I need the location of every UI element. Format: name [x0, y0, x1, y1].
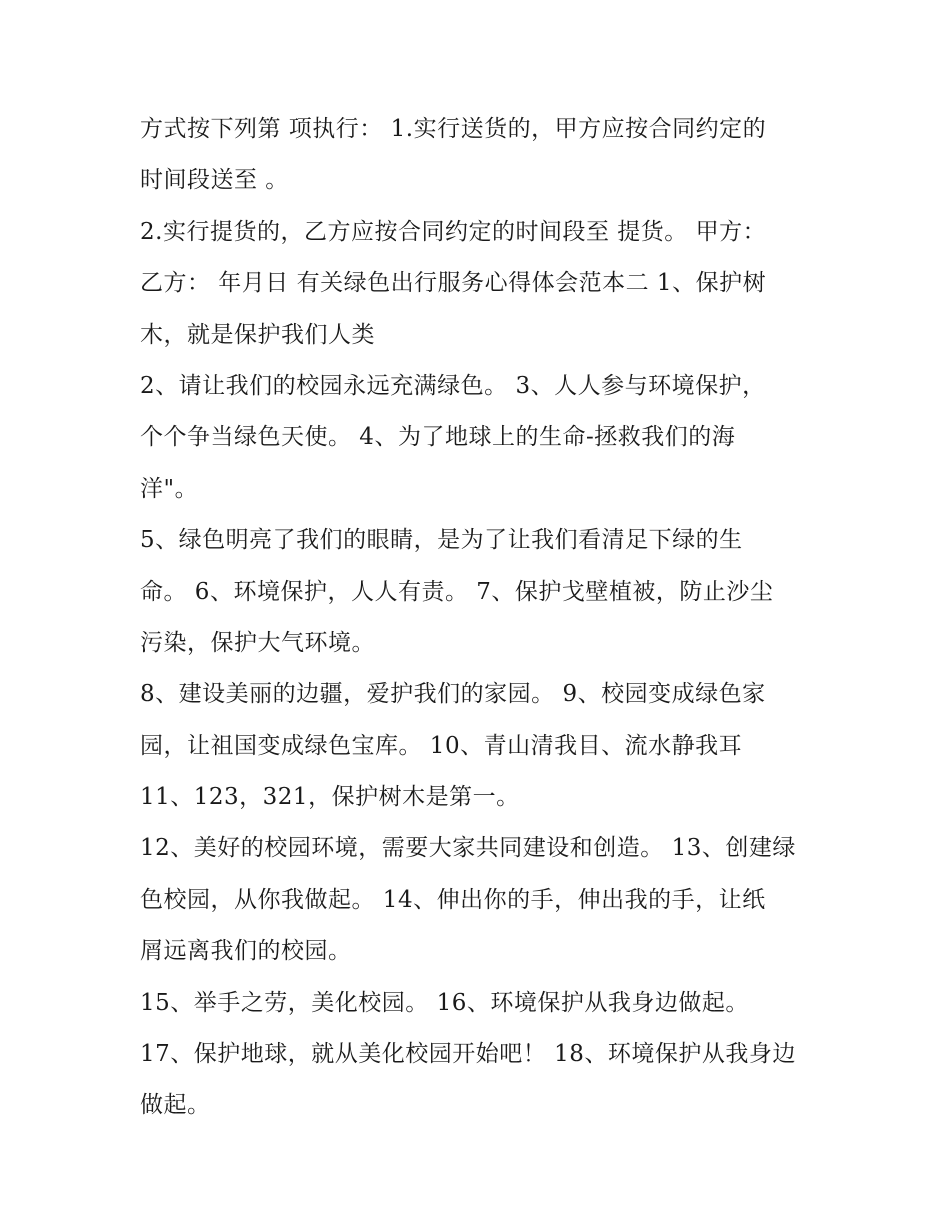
- text-line: 12、美好的校园环境，需要大家共同建设和创造。 13、创建绿: [140, 835, 796, 862]
- text-line: 个个争当绿色天使。 4、为了地球上的生命-拯救我们的海: [140, 424, 736, 451]
- text-line: 11、123，321，保护树木是第一。: [140, 784, 520, 811]
- text-line: 方式按下列第 项执行： 1.实行送货的，甲方应按合同约定的: [140, 116, 767, 142]
- text-line: 做起。: [140, 1092, 211, 1119]
- text-line: 8、建设美丽的边疆，爱护我们的家园。 9、校园变成绿色家: [140, 681, 766, 708]
- text-line: 园，让祖国变成绿色宝库。 10、青山清我目、流水静我耳: [140, 732, 743, 759]
- body-text: [140, 104, 830, 1132]
- text-line: 15、举手之劳，美化校园。 16、环境保护从我身边做起。: [140, 989, 749, 1016]
- text-line: 洋"。: [140, 475, 199, 502]
- text-line: 5、绿色明亮了我们的眼睛，是为了让我们看清足下绿的生: [140, 527, 743, 554]
- text-line: 木，就是保护我们人类: [140, 321, 375, 348]
- text-line: 17、保护地球，就从美化校园开始吧！ 18、环境保护从我身边: [140, 1041, 796, 1068]
- text-line: 命。 6、环境保护，人人有责。 7、保护戈壁植被，防止沙尘: [140, 578, 774, 605]
- text-line: 时间段送至 。: [140, 167, 289, 194]
- text-line: 污染，保护大气环境。: [140, 629, 375, 656]
- text-line: 乙方： 年月日 有关绿色出行服务心得体会范本二 1、保护树: [140, 270, 767, 297]
- text-line: 色校园，从你我做起。 14、伸出你的手，伸出我的手，让纸: [140, 886, 766, 913]
- text-line: 屑远离我们的校园。: [140, 938, 352, 965]
- text-line: 2.实行提货的，乙方应按合同约定的时间段至 提货。 甲方：: [140, 218, 767, 245]
- text-line: 2、请让我们的校园永远充满绿色。 3、人人参与环境保护，: [140, 372, 766, 399]
